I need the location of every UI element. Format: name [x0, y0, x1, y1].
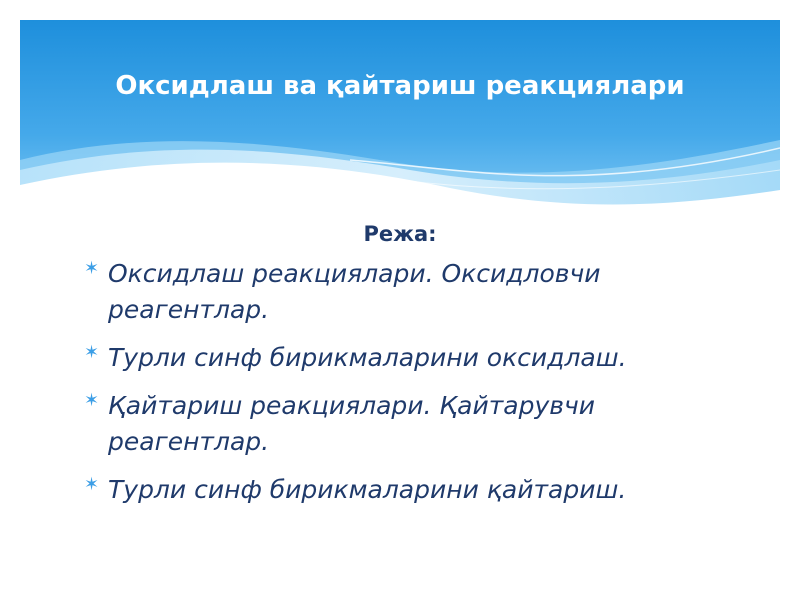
bullet-item — [84, 388, 764, 460]
bullet-item — [84, 472, 764, 508]
asterisk-icon: ✶ — [84, 342, 100, 363]
slide-title: Оксидлаш ва қайтариш реакциялари — [115, 71, 685, 101]
header-banner — [20, 20, 780, 230]
bullet-text: Турли синф бирикмаларини оксидлаш. — [108, 343, 627, 372]
plan-heading: Режа: — [363, 222, 437, 246]
asterisk-icon: ✶ — [84, 390, 100, 411]
bullet-text: Қайтариш реакциялари. Қайтарувчи реагентлар. — [108, 391, 596, 456]
bullet-item — [84, 256, 764, 328]
asterisk-icon: ✶ — [84, 474, 100, 495]
wave-background — [20, 20, 780, 230]
bullet-list — [84, 256, 764, 520]
bullet-item — [84, 340, 764, 376]
bullet-text: Турли синф бирикмаларини қайтариш. — [108, 475, 627, 504]
bullet-text: Оксидлаш реакциялари. Оксидловчи реагентлар. — [108, 259, 601, 324]
asterisk-icon: ✶ — [84, 258, 100, 279]
